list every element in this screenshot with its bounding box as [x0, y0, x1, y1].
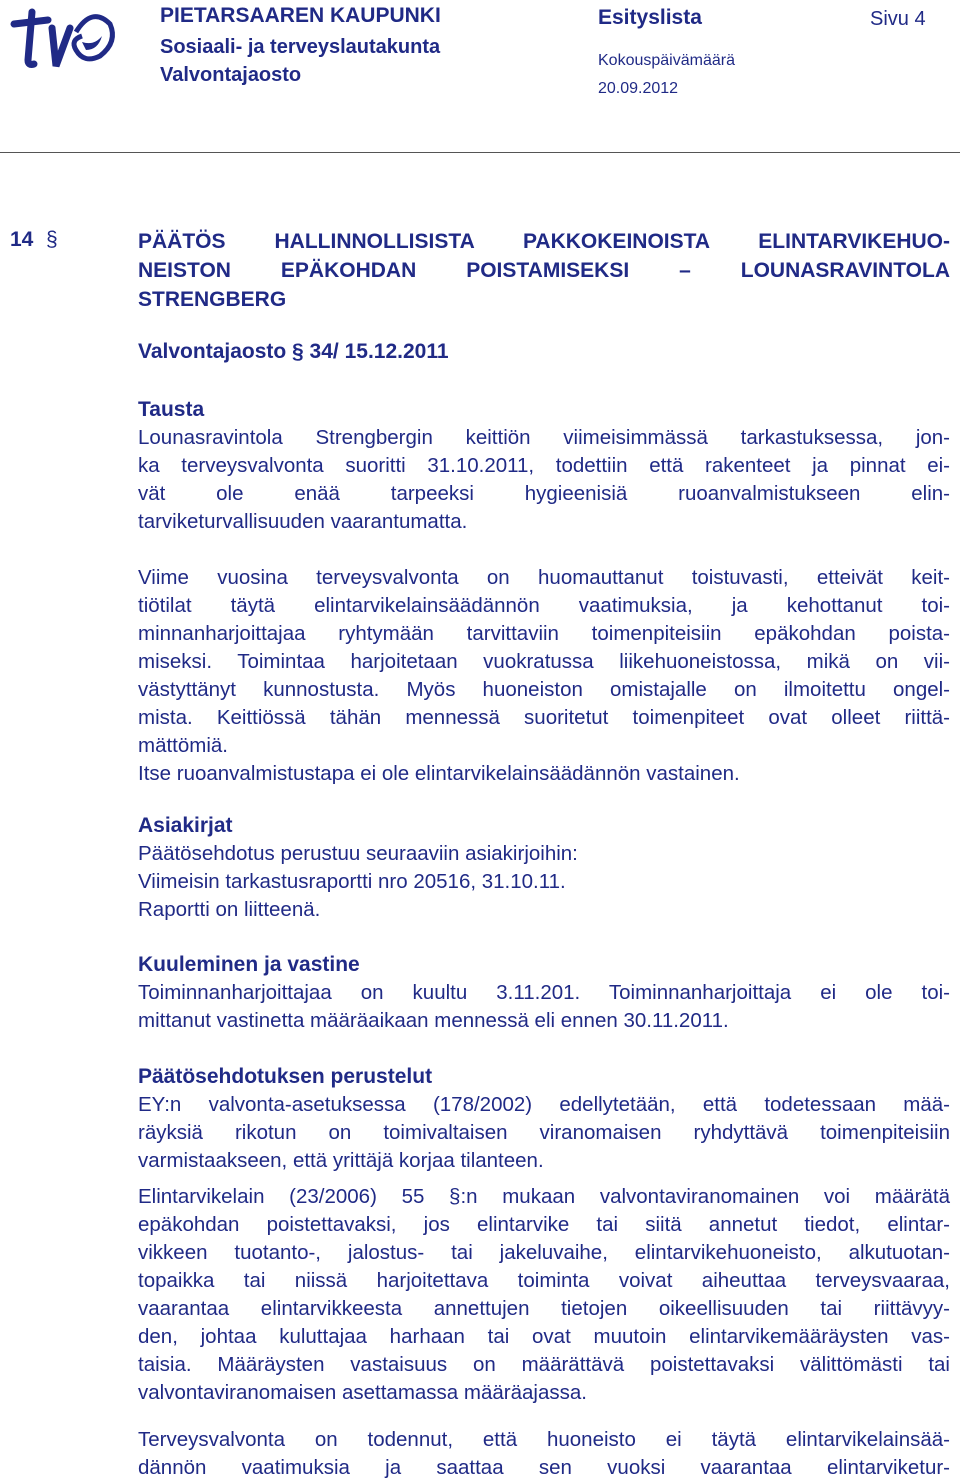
section-body — [138, 1183, 950, 1407]
text-line: dännön vaatimuksia ja saattaa sen vuoksi vaarantaa elintarviketur- — [138, 1456, 950, 1479]
section-tausta — [138, 396, 950, 536]
text-line: räyksiä rikotun on toimivaltaisen viranomaisen ryhdyttävä toimenpiteisiin — [138, 1121, 950, 1144]
section-asiakirjat — [138, 812, 950, 924]
section-terveysvalvonta — [138, 1426, 950, 1482]
text-line: taisia. Määräysten vastaisuus on määrättävä poistettavaksi välittömästi tai — [138, 1353, 950, 1376]
text-line: den, johtaa kuluttajaa harhaan tai ovat muutoin elintarvikemääräysten vas- — [138, 1325, 950, 1348]
text-line: vikkeen tuotanto-, jalostus- tai jakeluvaihe, elintarvikehuoneisto, alkutuotan- — [138, 1241, 950, 1264]
city-logo — [6, 2, 124, 72]
section-body — [138, 840, 950, 924]
text-line: tiötilat täytä elintarvikelainsäädännön vaatimuksia, ja kehottanut toi- — [138, 594, 950, 617]
text-line: Viime vuosina terveysvalvonta on huomauttanut toistuvasti, etteivät keit- — [138, 566, 950, 589]
text-line: västyttänyt kunnostusta. Myös huoneiston omistajalle on ilmoitettu ongel- — [138, 678, 950, 701]
section-heading: Tausta — [138, 398, 205, 421]
section-heading: Päätösehdotuksen perustelut — [138, 1065, 433, 1088]
text-line: mättömiä. — [138, 734, 228, 757]
meeting-date: 20.09.2012 — [598, 80, 679, 97]
board-name: Sosiaali- ja terveyslautakunta — [160, 36, 441, 58]
text-line: mittanut vastinetta määräaikaan mennessä eli ennen 30.11.2011. — [138, 1009, 729, 1032]
item-title-line: STRENGBERG — [138, 288, 287, 311]
section-elintarvikelaki — [138, 1183, 950, 1407]
text-line: Terveysvalvonta on todennut, että huoneisto ei täytä elintarvikelainsää- — [138, 1428, 950, 1451]
section-body — [138, 979, 950, 1035]
committee-name: Valvontajaosto — [160, 64, 302, 86]
header-divider — [0, 152, 960, 153]
section-perustelut — [138, 1063, 950, 1175]
meeting-date-label: Kokouspäivämäärä — [598, 52, 735, 69]
text-line: Elintarvikelain (23/2006) 55 §:n mukaan valvontaviranomainen voi määrätä — [138, 1185, 950, 1208]
section-body — [138, 1426, 950, 1482]
text-line: Toiminnanharjoittajaa on kuultu 3.11.201. Toiminnanharjoittaja ei ole toi- — [138, 981, 950, 1004]
text-line: ka terveysvalvonta suoritti 31.10.2011, todettiin että rakenteet ja pinnat ei- — [138, 454, 950, 477]
doc-type: Esityslista — [598, 6, 702, 29]
text-line: vaarantaa elintarvikkeesta annettujen tietojen oikeellisuuden tai riittävyy- — [138, 1297, 950, 1320]
item-number: 14 — [10, 228, 34, 251]
text-line: minnanharjoittajaa ryhtymään tarvittaviin toimenpiteisiin epäkohdan poista- — [138, 622, 950, 645]
text-line: vät ole enää tarpeeksi hygieenisiä ruoanvalmistukseen elin- — [138, 482, 950, 505]
section-mark: § — [46, 228, 58, 251]
item-title-line: PÄÄTÖS HALLINNOLLISISTA PAKKOKEINOISTA ELINTARVIKEHUO- — [138, 230, 950, 253]
text-line: Itse ruoanvalmistustapa ei ole elintarvikelainsäädännön vastainen. — [138, 762, 740, 785]
text-line: mista. Keittiössä tähän mennessä suoritetut toimenpiteet ovat olleet riittä- — [138, 706, 950, 729]
section-kuuleminen — [138, 951, 950, 1035]
text-line: Raportti on liitteenä. — [138, 898, 321, 921]
text-line: Päätösehdotus perustuu seuraaviin asiakirjoihin: — [138, 842, 578, 865]
text-line: Lounasravintola Strengbergin keittiön viimeisimmässä tarkastuksessa, jon- — [138, 426, 950, 449]
page-number: Sivu 4 — [870, 8, 926, 30]
section-body — [138, 424, 950, 536]
text-line: topaikka tai niissä harjoitettava toiminta voivat aiheuttaa terveysvaaraa, — [138, 1269, 950, 1292]
text-line: valvontaviranomaisen asettamassa määräajassa. — [138, 1381, 587, 1404]
section-heading: Kuuleminen ja vastine — [138, 953, 360, 976]
item-title — [138, 227, 950, 314]
text-line: miseksi. Toimintaa harjoitetaan vuokratussa liikehuoneistossa, mikä on vii- — [138, 650, 950, 673]
text-line: varmistaakseen, että yrittäjä korjaa tilanteen. — [138, 1149, 544, 1172]
section-body — [138, 564, 950, 788]
text-line: epäkohdan poistettavaksi, jos elintarvike tai siitä annetut tiedot, elintar- — [138, 1213, 950, 1236]
text-line: EY:n valvonta-asetuksessa (178/2002) edellytetään, että todetessaan mää- — [138, 1093, 950, 1116]
text-line: tarviketurvallisuuden vaarantumatta. — [138, 510, 468, 533]
section-heading: Asiakirjat — [138, 814, 233, 837]
section-viime — [138, 564, 950, 788]
text-line: Viimeisin tarkastusraportti nro 20516, 31.10.11. — [138, 870, 566, 893]
section-body — [138, 1091, 950, 1175]
org-name: PIETARSAAREN KAUPUNKI — [160, 4, 441, 27]
item-title-line: NEISTON EPÄKOHDAN POISTAMISEKSI – LOUNASRAVINTOLA — [138, 259, 950, 282]
previous-reference: Valvontajaosto § 34/ 15.12.2011 — [138, 340, 449, 363]
